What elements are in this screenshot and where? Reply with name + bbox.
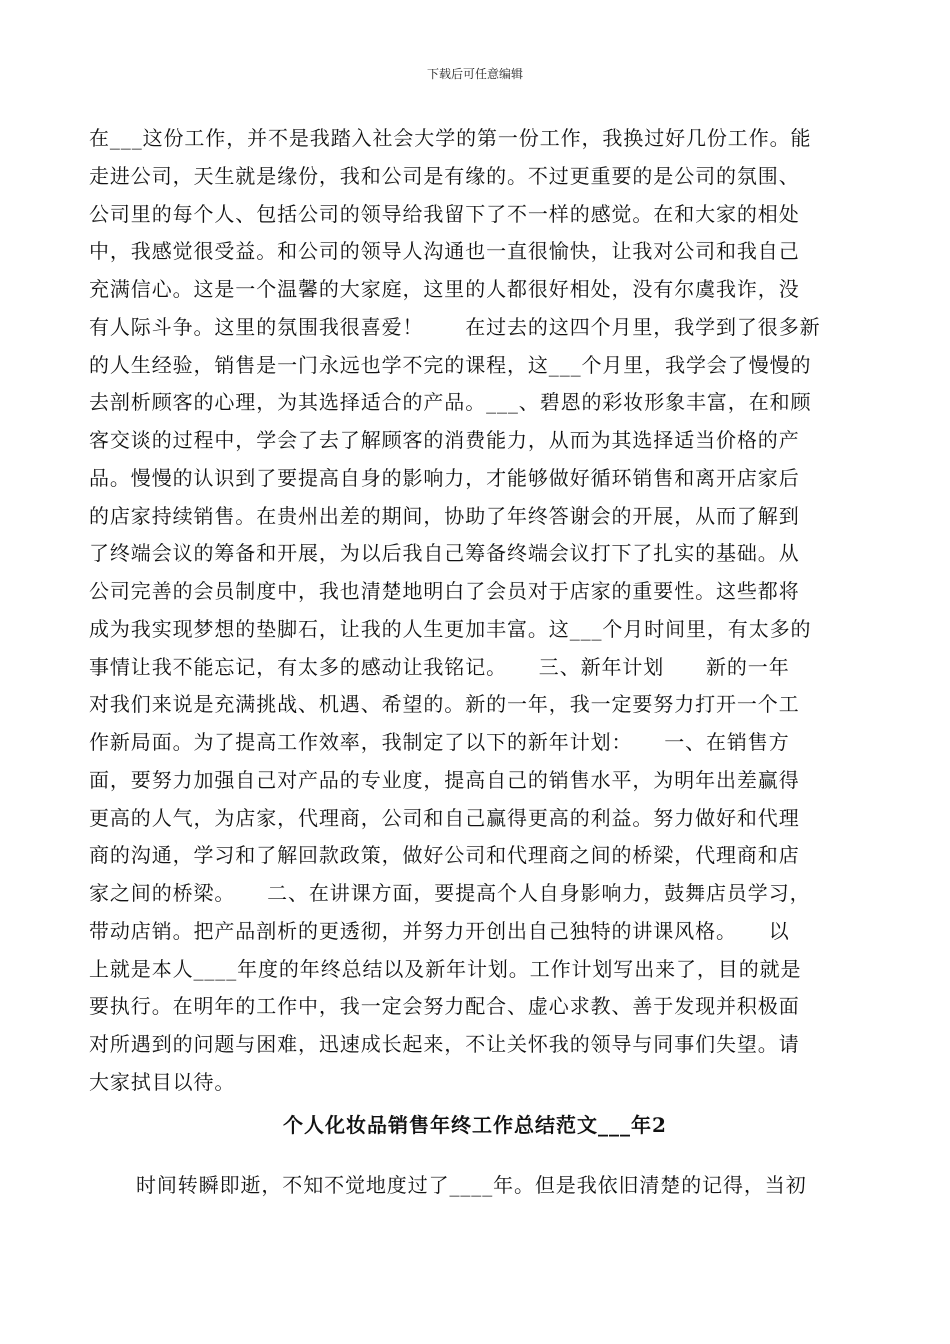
body-line: 带动店销。把产品剖析的更透彻，并努力开创出自己独特的讲课风格。 以 <box>89 918 790 943</box>
body-line: 家之间的桥梁。 二、在讲课方面，要提高个人自身影响力，鼓舞店员学习， <box>89 881 811 905</box>
body-line: 上就是本人____年度的年终总结以及新年计划。工作计划写出来了，目的就是 <box>89 956 802 981</box>
body-line: 了终端会议的筹备和开展，为以后我自己筹备终端会议打下了扎实的基础。从 <box>89 541 800 566</box>
body-line: 客交谈的过程中，学会了去了解顾客的消费能力，从而为其选择适当价格的产 <box>89 428 800 452</box>
body-line: 中，我感觉很受益。和公司的领导人沟通也一直很愉快，让我对公司和我自己 <box>89 239 800 264</box>
body-line: 要执行。在明年的工作中，我一定会努力配合、虚心求教、善于发现并积极面 <box>89 994 800 1019</box>
body-line: 对所遇到的问题与困难，迅速成长起来，不让关怀我的领导与同事们失望。请 <box>89 1032 800 1056</box>
body-line: 对我们来说是充满挑战、机遇、希望的。新的一年，我一定要努力打开一个工 <box>89 692 800 717</box>
page-header: 下载后可任意编辑 <box>426 67 523 81</box>
body-text <box>89 120 869 1102</box>
body-line: 商的沟通，学习和了解回款政策，做好公司和代理商之间的桥梁，代理商和店 <box>89 843 800 868</box>
body-line: 更高的人气，为店家，代理商，公司和自己赢得更高的利益。努力做好和代理 <box>89 805 800 830</box>
section-title: 个人化妆品销售年终工作总结范文___年2 <box>283 1113 667 1137</box>
body-line: 品。慢慢的认识到了要提高自身的影响力，才能够做好循环销售和离开店家后 <box>89 465 800 490</box>
body-line: 的店家持续销售。在贵州出差的期间，协助了年终答谢会的开展，从而了解到 <box>89 503 800 528</box>
body-line: 的人生经验，销售是一门永远也学不完的课程，这___个月里，我学会了慢慢的 <box>89 352 812 377</box>
body-line: 公司里的每个人、包括公司的领导给我留下了不一样的感觉。在和大家的相处 <box>89 201 800 226</box>
body-line: 有人际斗争。这里的氛围我很喜爱！ 在过去的这四个月里，我学到了很多新 <box>89 314 821 339</box>
body-line: 面，要努力加强自己对产品的专业度，提高自己的销售水平，为明年出差赢得 <box>89 767 800 792</box>
body-line: 走进公司，天生就是缘份，我和公司是有缘的。不过更重要的是公司的氛围、 <box>89 163 800 188</box>
body-line: 大家拭目以待。 <box>89 1069 236 1094</box>
body-line: 充满信心。这是一个温馨的大家庭，这里的人都很好相处，没有尔虞我诈，没 <box>89 277 800 301</box>
body-line: 事情让我不能忘记，有太多的感动让我铭记。 三、新年计划 新的一年 <box>89 654 790 679</box>
body-line: 成为我实现梦想的垫脚石，让我的人生更加丰富。这___个月时间里，有太多的 <box>89 616 812 641</box>
body-line: 公司完善的会员制度中，我也清楚地明白了会员对于店家的重要性。这些都将 <box>89 579 800 603</box>
body-line: 在___这份工作，并不是我踏入社会大学的第一份工作，我换过好几份工作。能 <box>89 126 812 150</box>
section-intro-line: 时间转瞬即逝，不知不觉地度过了____年。但是我依旧清楚的记得，当初 <box>136 1173 807 1197</box>
body-line: 去剖析顾客的心理，为其选择适合的产品。___、碧恩的彩妆形象丰富，在和顾 <box>89 390 812 415</box>
body-line: 作新局面。为了提高工作效率，我制定了以下的新年计划： 一、在销售方 <box>89 730 790 754</box>
